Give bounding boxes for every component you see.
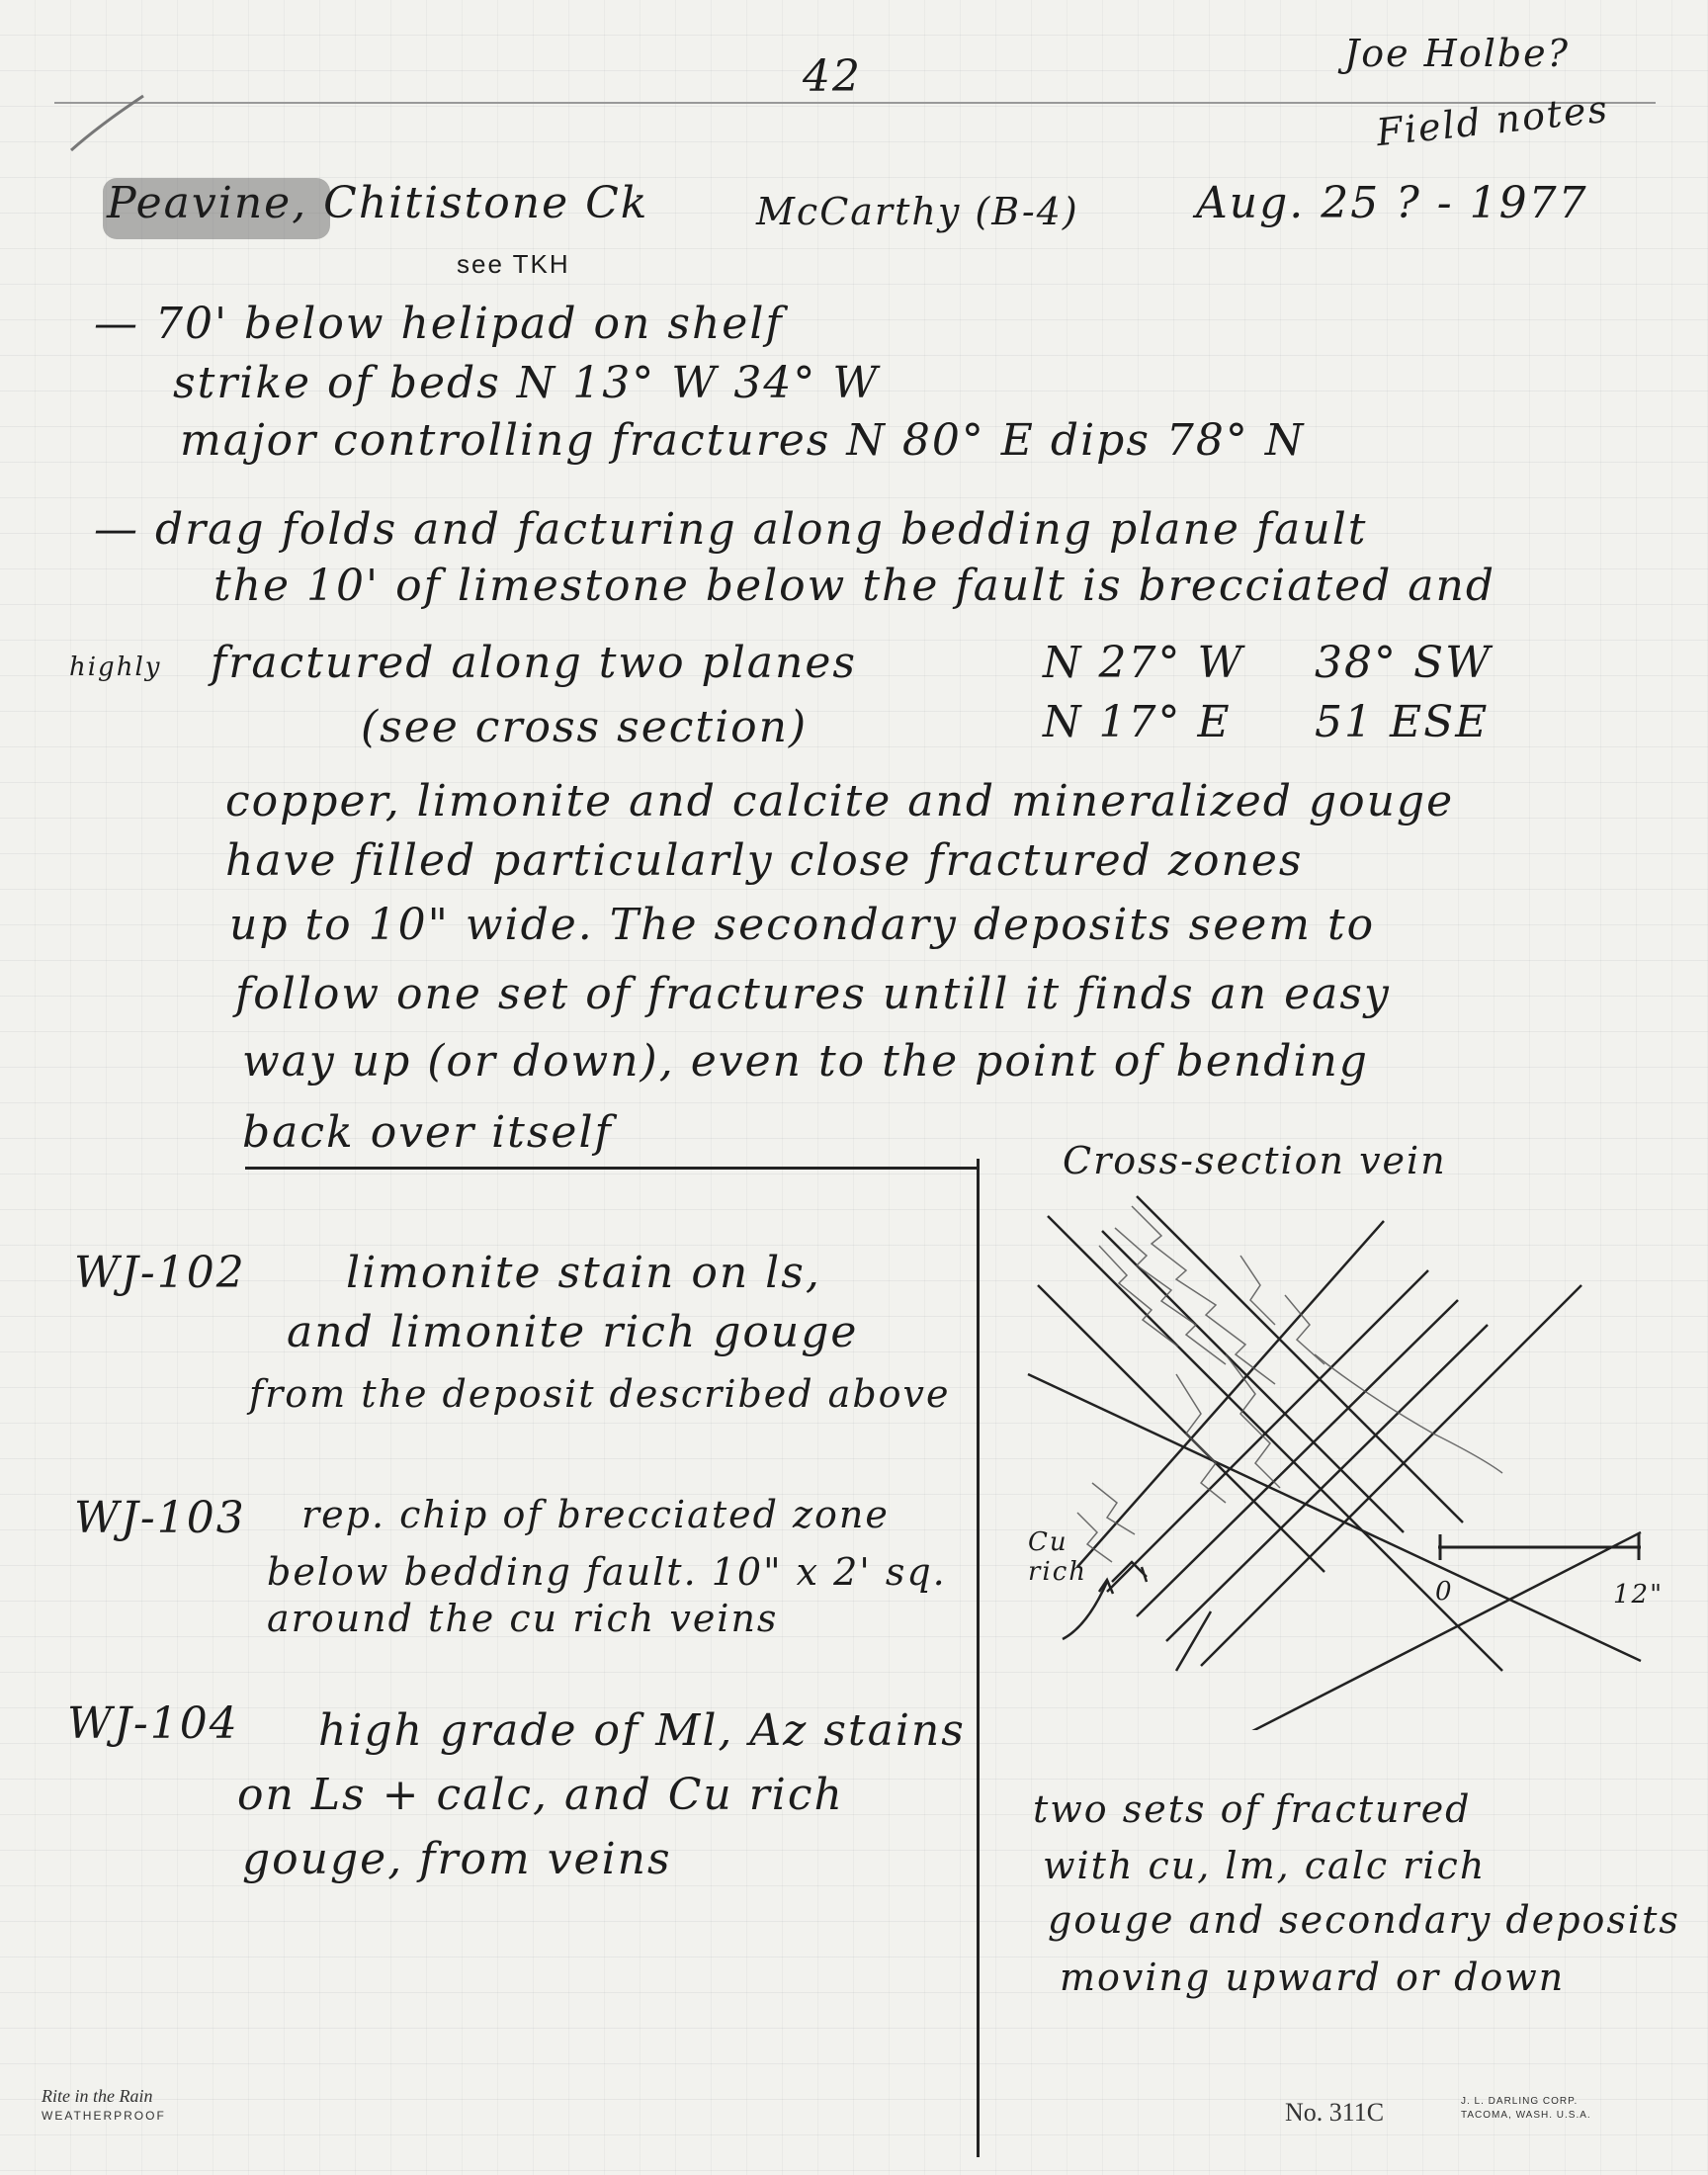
pencil-mark-icon bbox=[69, 91, 148, 160]
sample-desc-line: rep. chip of brecciated zone bbox=[301, 1493, 890, 1536]
diagram-caption-line: two sets of fractured bbox=[1033, 1787, 1472, 1831]
note-line-7: (see cross section) bbox=[361, 702, 809, 752]
note-line-11: follow one set of fractures untill it finds an easy bbox=[235, 969, 1391, 1019]
sample-desc-line: on Ls + calc, and Cu rich bbox=[237, 1770, 844, 1820]
scale-end-label: 12" bbox=[1613, 1580, 1665, 1610]
section-vertical-rule bbox=[977, 1159, 980, 2157]
location: Peavine, Chitistone Ck bbox=[107, 178, 649, 228]
sample-id: WJ-104 bbox=[67, 1698, 239, 1749]
cross-section-sketch bbox=[988, 1176, 1680, 1730]
quadrangle: McCarthy (B-4) bbox=[756, 190, 1079, 233]
maker-line-1: J. L. DARLING CORP. bbox=[1461, 2096, 1579, 2107]
top-note-field-notes: Field notes bbox=[1374, 86, 1611, 155]
cu-rich-label-line1: Cu bbox=[1028, 1527, 1068, 1557]
plane-2-dip: 51 ESE bbox=[1315, 697, 1490, 747]
note-line-9: have filled particularly close fractured zones bbox=[225, 835, 1304, 886]
note-line-8: copper, limonite and calcite and mineralized gouge bbox=[225, 776, 1455, 826]
top-rule bbox=[54, 102, 1656, 104]
plane-2-bearing: N 17° E bbox=[1043, 697, 1232, 747]
plane-1-dip: 38° SW bbox=[1315, 638, 1493, 688]
sample-id: WJ-102 bbox=[74, 1248, 246, 1298]
page-number: 42 bbox=[803, 51, 862, 102]
diagram-title: Cross-section vein bbox=[1063, 1139, 1447, 1182]
field-date: Aug. 25 ? - 1977 bbox=[1196, 178, 1588, 228]
note-line-5: the 10' of limestone below the fault is brecciated and bbox=[214, 561, 1496, 611]
sample-desc-line: around the cu rich veins bbox=[267, 1597, 779, 1640]
sample-desc-line: and limonite rich gouge bbox=[287, 1307, 859, 1357]
note-line-1: — 70' below helipad on shelf bbox=[94, 299, 784, 349]
note-line-10: up to 10" wide. The secondary deposits seem to bbox=[229, 900, 1376, 950]
note-line-2: strike of beds N 13° W 34° W bbox=[173, 358, 880, 408]
top-note-author: Joe Holbe? bbox=[1344, 32, 1571, 75]
diagram-caption-line: moving upward or down bbox=[1060, 1956, 1566, 1999]
margin-word: highly bbox=[69, 652, 162, 682]
plane-1-bearing: N 27° W bbox=[1043, 638, 1244, 688]
note-line-12: way up (or down), even to the point of bending bbox=[242, 1036, 1369, 1087]
diagram-caption-line: gouge and secondary deposits bbox=[1048, 1898, 1680, 1942]
diagram-caption-line: with cu, lm, calc rich bbox=[1043, 1844, 1487, 1887]
note-line-4: — drag folds and facturing along bedding plane fault bbox=[94, 504, 1368, 555]
note-line-6: fractured along two planes bbox=[211, 638, 857, 688]
sample-desc-line: gouge, from veins bbox=[242, 1834, 672, 1884]
sample-id: WJ-103 bbox=[74, 1493, 246, 1543]
brand-logo: Rite in the Rain bbox=[42, 2086, 153, 2106]
brand-tagline: WEATHERPROOF bbox=[42, 2109, 166, 2123]
note-line-3: major controlling fractures N 80° E dips 78° N bbox=[180, 415, 1306, 466]
sample-desc-line: below bedding fault. 10" x 2' sq. bbox=[267, 1550, 947, 1594]
scale-start-label: 0 bbox=[1435, 1577, 1454, 1607]
sample-desc-line: high grade of Ml, Az stains bbox=[318, 1705, 966, 1756]
section-horizontal-rule bbox=[245, 1167, 979, 1170]
sample-desc-line: from the deposit described above bbox=[249, 1372, 951, 1416]
form-number: No. 311C bbox=[1285, 2098, 1385, 2127]
see-note: see TKH bbox=[457, 249, 570, 279]
note-line-13: back over itself bbox=[242, 1107, 613, 1158]
sample-desc-line: limonite stain on ls, bbox=[346, 1248, 821, 1298]
maker-line-2: TACOMA, WASH. U.S.A. bbox=[1461, 2110, 1591, 2121]
cu-rich-label-line2: rich bbox=[1028, 1557, 1088, 1587]
